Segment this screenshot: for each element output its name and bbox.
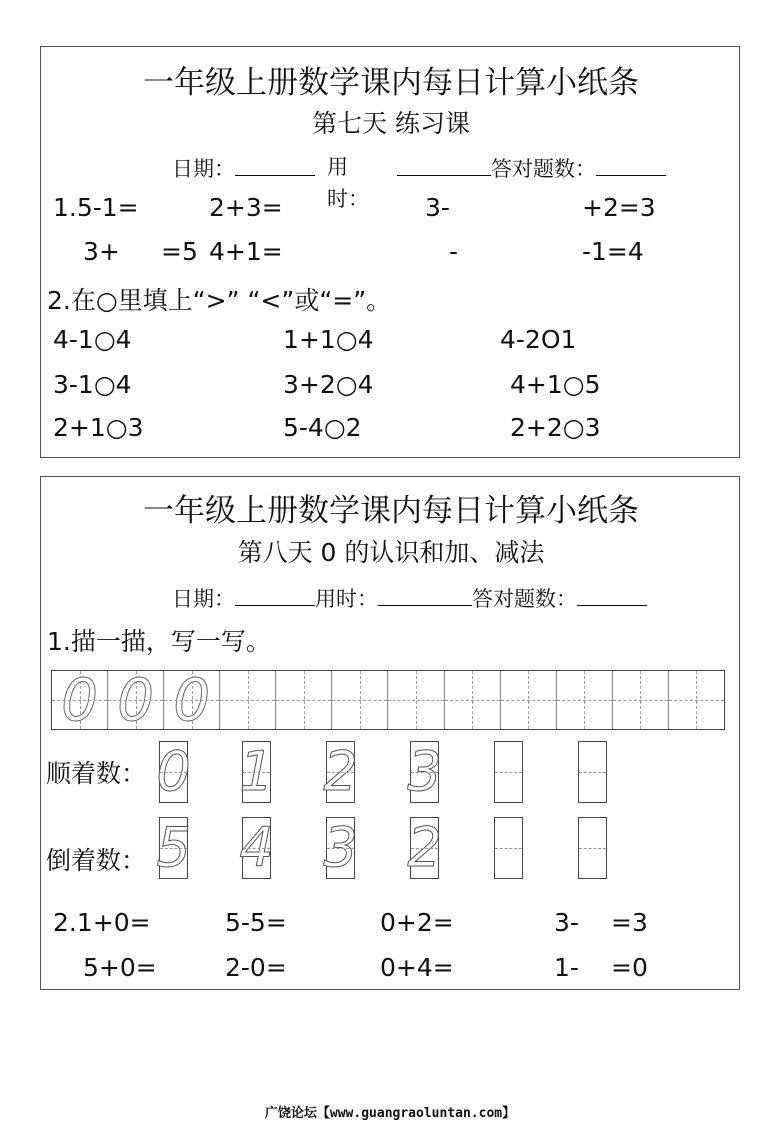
trace-zero: 0: [117, 666, 155, 734]
time-blank: [378, 587, 472, 606]
compare-problem: 4+1○5: [510, 370, 601, 399]
digit-box: [239, 816, 274, 879]
trace-digit: 2: [407, 816, 442, 879]
correct-label: 答对题数：: [491, 157, 596, 181]
digit-box: [323, 816, 358, 879]
grid-cell: [52, 666, 108, 734]
worksheet-day8: [40, 476, 740, 990]
digit-box: [239, 740, 274, 803]
question-2-title: 2.在○里填上“>” “<”或“=”。: [47, 286, 392, 315]
sheet-subtitle: 第八天 0 的认识和加、减法: [237, 538, 545, 567]
digit-box: [156, 816, 191, 879]
grid-cell: [108, 666, 164, 734]
trace-digit: 0: [156, 740, 191, 803]
date-label: 日期：: [172, 157, 235, 181]
digit-box: [494, 741, 523, 803]
grid-cell: [276, 671, 332, 729]
question-1-title: 1.描一描，写一写。: [47, 627, 271, 656]
problem: =0: [611, 953, 648, 982]
time-blank: [397, 157, 491, 176]
grid-cell: [501, 671, 557, 729]
digit-box: [578, 817, 607, 879]
sheet-subtitle: 第七天 练习课: [312, 109, 470, 138]
writing-grid: [51, 666, 725, 734]
time-label-bottom: 时：: [327, 187, 369, 211]
time-label-top: 用: [327, 155, 348, 179]
trace-digit: 1: [239, 740, 274, 803]
worksheet-day7: [40, 46, 740, 458]
correct-field: [397, 153, 666, 183]
problem: 1.5-1=: [53, 193, 139, 222]
compare-problem: 3-1○4: [53, 370, 132, 399]
date-blank: [235, 157, 315, 176]
sheet-title: 一年级上册数学课内每日计算小纸条: [143, 493, 639, 529]
problem: 5+0=: [83, 953, 157, 982]
problem: -1=4: [582, 237, 644, 266]
trace-digit: 4: [239, 816, 274, 879]
grid-cell: [557, 671, 613, 729]
problem: 5-5=: [225, 908, 287, 937]
compare-problem: 4-2O1: [500, 325, 577, 354]
problem: 3-: [554, 908, 579, 937]
trace-digit: 3: [407, 740, 442, 803]
problem: 2+3=: [209, 193, 283, 222]
grid-cell: [388, 671, 444, 729]
backward-count-label: 倒着数：: [46, 846, 147, 875]
trace-digit: 3: [323, 816, 358, 879]
trace-zero: 0: [173, 666, 211, 734]
problem: 4+1=: [209, 237, 283, 266]
problem: 2.1+0=: [53, 908, 151, 937]
date-field: [172, 153, 315, 183]
footer-watermark: 广饶论坛【www.guangraoluntan.com】: [264, 1106, 516, 1121]
problem: +2=3: [582, 193, 656, 222]
grid-cell: [220, 671, 276, 729]
compare-problem: 2+1○3: [53, 413, 144, 442]
correct-blank: [577, 587, 647, 606]
compare-problem: 3+2○4: [283, 370, 374, 399]
trace-digit: 2: [323, 740, 358, 803]
digit-box: [407, 816, 442, 879]
problem: 0+4=: [380, 953, 454, 982]
grid-cell: [164, 666, 220, 734]
problem: =3: [611, 908, 648, 937]
digit-box: [323, 740, 358, 803]
trace-digit: 5: [156, 816, 191, 879]
time-label: 用时：: [315, 587, 378, 611]
problem: 3-: [425, 193, 450, 222]
problem: -: [449, 237, 459, 266]
digit-box: [494, 817, 523, 879]
meta-fields: [172, 583, 647, 613]
forward-count-label: 顺着数：: [46, 759, 147, 788]
problem: 2-0=: [225, 953, 287, 982]
date-label: 日期：: [172, 587, 235, 611]
correct-blank: [596, 157, 666, 176]
compare-problem: 2+2○3: [510, 413, 601, 442]
problem: 0+2=: [380, 908, 454, 937]
compare-problem: 5-4○2: [283, 413, 362, 442]
correct-label: 答对题数：: [472, 587, 577, 611]
problem: =5: [161, 237, 198, 266]
date-blank: [235, 587, 315, 606]
grid-cell: [445, 671, 501, 729]
grid-cell: [613, 671, 669, 729]
problem: 1-: [554, 953, 579, 982]
compare-problem: 4-1○4: [53, 325, 132, 354]
digit-box: [156, 740, 191, 803]
digit-box: [407, 740, 442, 803]
trace-zero: 0: [61, 666, 98, 734]
grid-cell: [669, 671, 724, 729]
problem: 3+: [83, 237, 120, 266]
compare-problem: 1+1○4: [283, 325, 374, 354]
grid-cell: [332, 671, 388, 729]
digit-box: [578, 741, 607, 803]
sheet-title: 一年级上册数学课内每日计算小纸条: [143, 65, 639, 101]
